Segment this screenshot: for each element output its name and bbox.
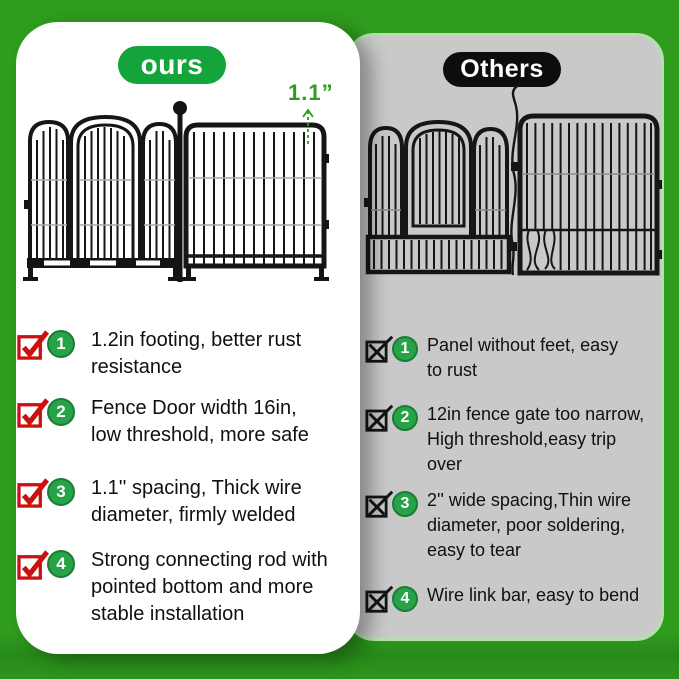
text-line: resistance — [91, 356, 183, 378]
comparison-text — [427, 333, 618, 383]
comparison-text — [427, 583, 639, 608]
comparison-point — [17, 475, 355, 529]
text-line: diameter, firmly welded — [91, 504, 296, 526]
red-check-box-icon — [17, 477, 50, 508]
comparison-point — [365, 488, 661, 563]
comparison-point — [17, 395, 355, 449]
ours-badge: ours — [118, 46, 226, 84]
number-badge: 4 — [47, 550, 75, 578]
others-card — [346, 33, 664, 641]
ours-comparison-list — [17, 327, 355, 628]
number-badge: 4 — [392, 586, 418, 612]
black-cross-box-icon — [365, 335, 395, 363]
comparison-text — [91, 327, 301, 381]
comparison-point — [365, 402, 661, 477]
black-cross-box-icon — [365, 404, 395, 432]
text-line: Fence Door width 16in, — [91, 397, 297, 419]
number-badge: 1 — [47, 330, 75, 358]
text-line: easy to tear — [427, 540, 522, 560]
number-badge: 2 — [392, 405, 418, 431]
text-line: 1.2in footing, better rust — [91, 329, 302, 351]
others-comparison-list — [365, 333, 661, 613]
text-line: 1.1'' spacing, Thick wire — [91, 477, 302, 499]
text-line: Strong connecting rod with — [91, 549, 328, 571]
text-line: High threshold,easy trip — [427, 429, 617, 449]
comparison-text — [91, 395, 309, 449]
measure-arrow-icon — [301, 108, 315, 146]
comparison-text — [91, 475, 302, 529]
text-line: 2'' wide spacing,Thin wire — [427, 490, 631, 510]
comparison-point — [365, 583, 661, 613]
red-check-box-icon — [17, 329, 50, 360]
spacing-value: 1.1” — [288, 80, 334, 105]
text-line: 12in fence gate too narrow, — [427, 404, 645, 424]
others-fence-illustration — [363, 98, 663, 280]
comparison-text — [427, 488, 631, 563]
text-line: Panel without feet, easy — [427, 335, 619, 355]
others-badge: Others — [443, 52, 561, 87]
red-check-box-icon — [17, 397, 50, 428]
text-line: over — [427, 454, 463, 474]
black-cross-box-icon — [365, 490, 395, 518]
text-line: low threshold, more safe — [91, 424, 309, 446]
number-badge: 3 — [392, 491, 418, 517]
comparison-point — [365, 333, 661, 383]
text-line: diameter, poor soldering, — [427, 515, 626, 535]
text-line: to rust — [427, 360, 478, 380]
ours-card — [16, 22, 360, 654]
black-cross-box-icon — [365, 585, 395, 613]
comparison-point — [17, 547, 355, 628]
text-line: pointed bottom and more — [91, 576, 314, 598]
number-badge: 1 — [392, 336, 418, 362]
red-check-box-icon — [17, 549, 50, 580]
text-line: Wire link bar, easy to bend — [427, 585, 640, 605]
comparison-text — [427, 402, 644, 477]
number-badge: 2 — [47, 398, 75, 426]
comparison-point — [17, 327, 355, 381]
spacing-annotation — [288, 80, 334, 146]
ours-fence-illustration — [14, 96, 334, 292]
number-badge: 3 — [47, 478, 75, 506]
comparison-text — [91, 547, 328, 628]
text-line: stable installation — [91, 603, 245, 625]
